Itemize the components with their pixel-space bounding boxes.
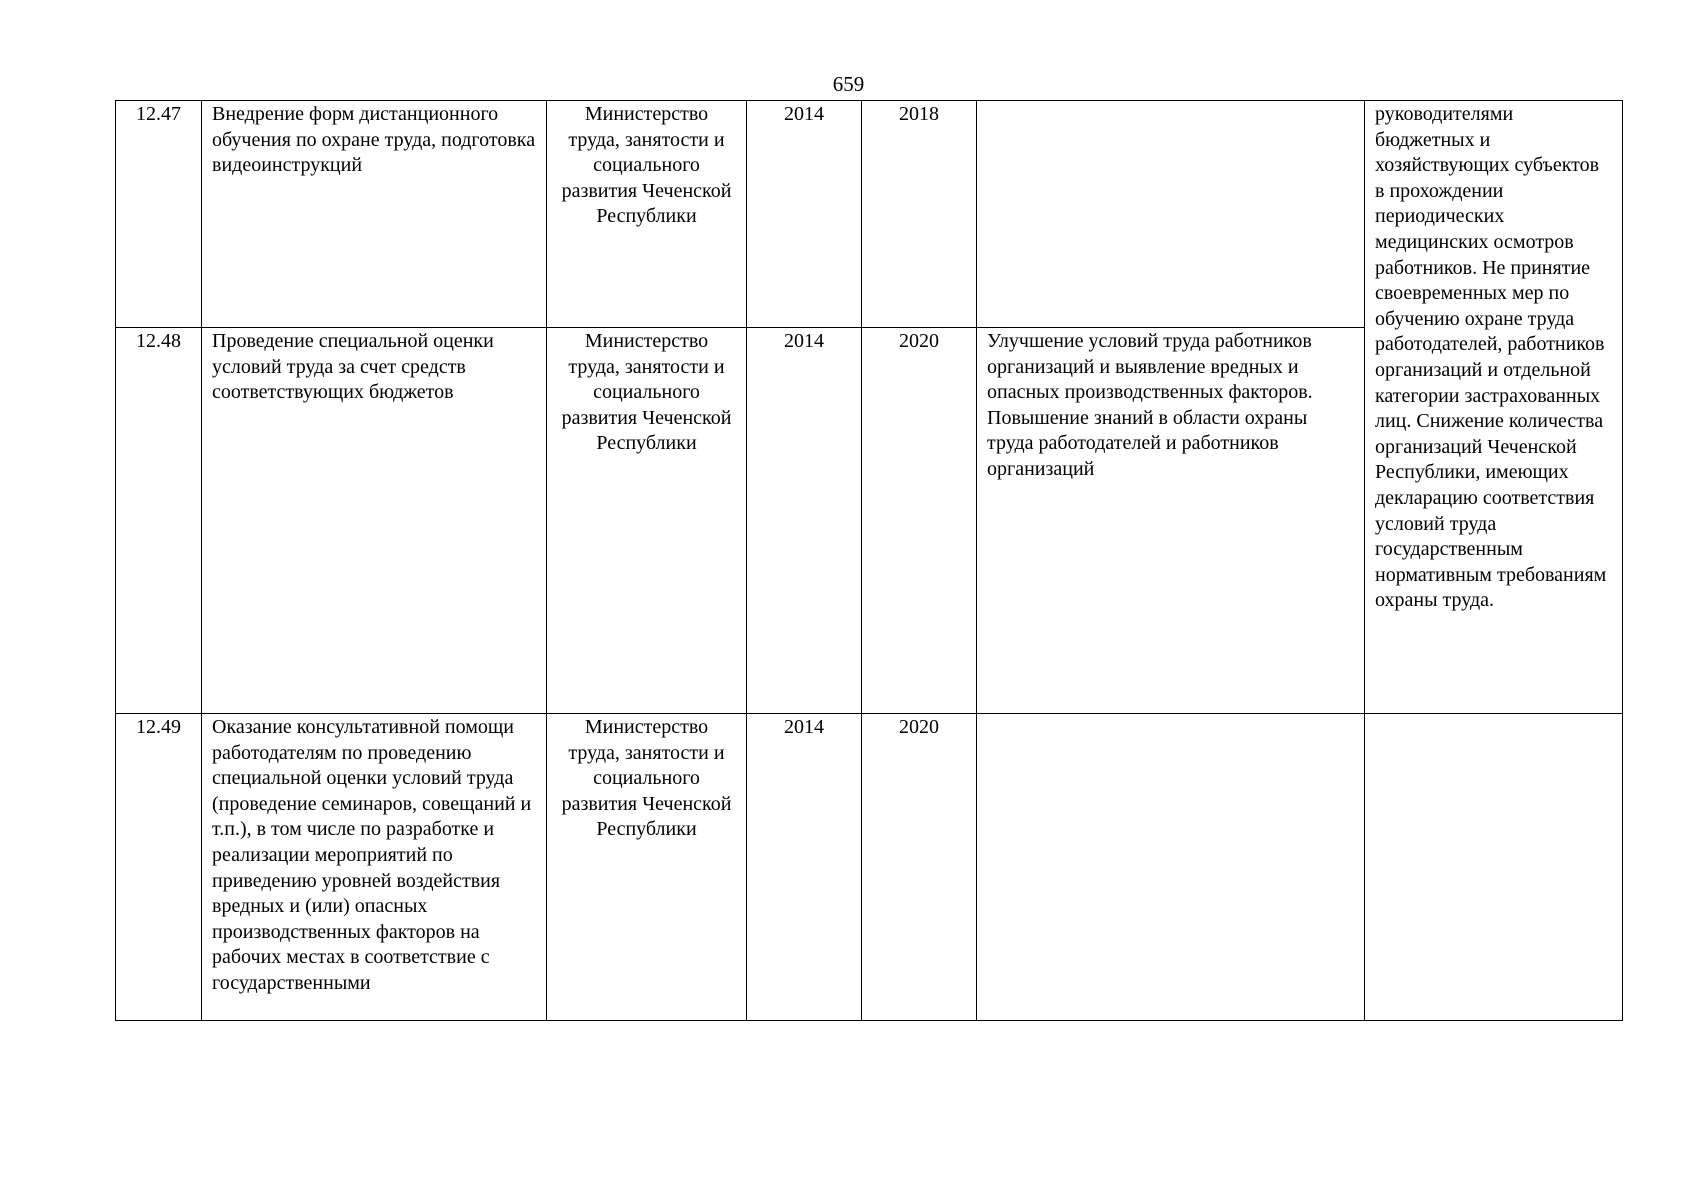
executor: Министерство труда, занятости и социального развития Чеченской Республики [547,101,747,328]
measure-name: Внедрение форм дистанционного обучения по охране труда, подготовка видеоинструкций [202,101,547,328]
start-year: 2014 [747,101,862,328]
end-year: 2020 [862,714,977,1021]
expected-result: Улучшение условий труда работников организаций и выявление вредных и опасных производственных факторов. Повышение знаний в области охраны труда работодателей и работников организаций [977,328,1365,714]
non-implementation-consequences: руководителями бюджетных и хозяйствующих субъектов в прохождении периодических медицинских осмотров работников. Не принятие своевременных мер по обучению охране труда работодателей, работников организаций и отдельной категории застрахованных лиц. Снижение количества организаций Чеченской Республики, имеющих декларацию соответствия условий труда государственным нормативным требованиям охраны труда. [1365,101,1623,714]
non-implementation-consequences [1365,714,1623,1021]
measure-name: Оказание консультативной помощи работодателям по проведению специальной оценки условий труда (проведение семинаров, совещаний и т.п.), в том числе по разработке и реализации мероприятий по приведению уровней воздействия вредных и (или) опасных производственных факторов на рабочих местах в соответствие с государственными [202,714,547,1021]
row-number: 12.47 [116,101,202,328]
expected-result [977,714,1365,1021]
row-number: 12.49 [116,714,202,1021]
start-year: 2014 [747,714,862,1021]
row-number: 12.48 [116,328,202,714]
end-year: 2020 [862,328,977,714]
measures-table [115,100,1623,1021]
expected-result [977,101,1365,328]
executor: Министерство труда, занятости и социального развития Чеченской Республики [547,328,747,714]
measure-name: Проведение специальной оценки условий труда за счет средств соответствующих бюджетов [202,328,547,714]
executor: Министерство труда, занятости и социального развития Чеченской Республики [547,714,747,1021]
table-row [116,714,1623,1021]
page-number: 659 [832,72,865,96]
table-row [116,101,1623,328]
end-year: 2018 [862,101,977,328]
start-year: 2014 [747,328,862,714]
